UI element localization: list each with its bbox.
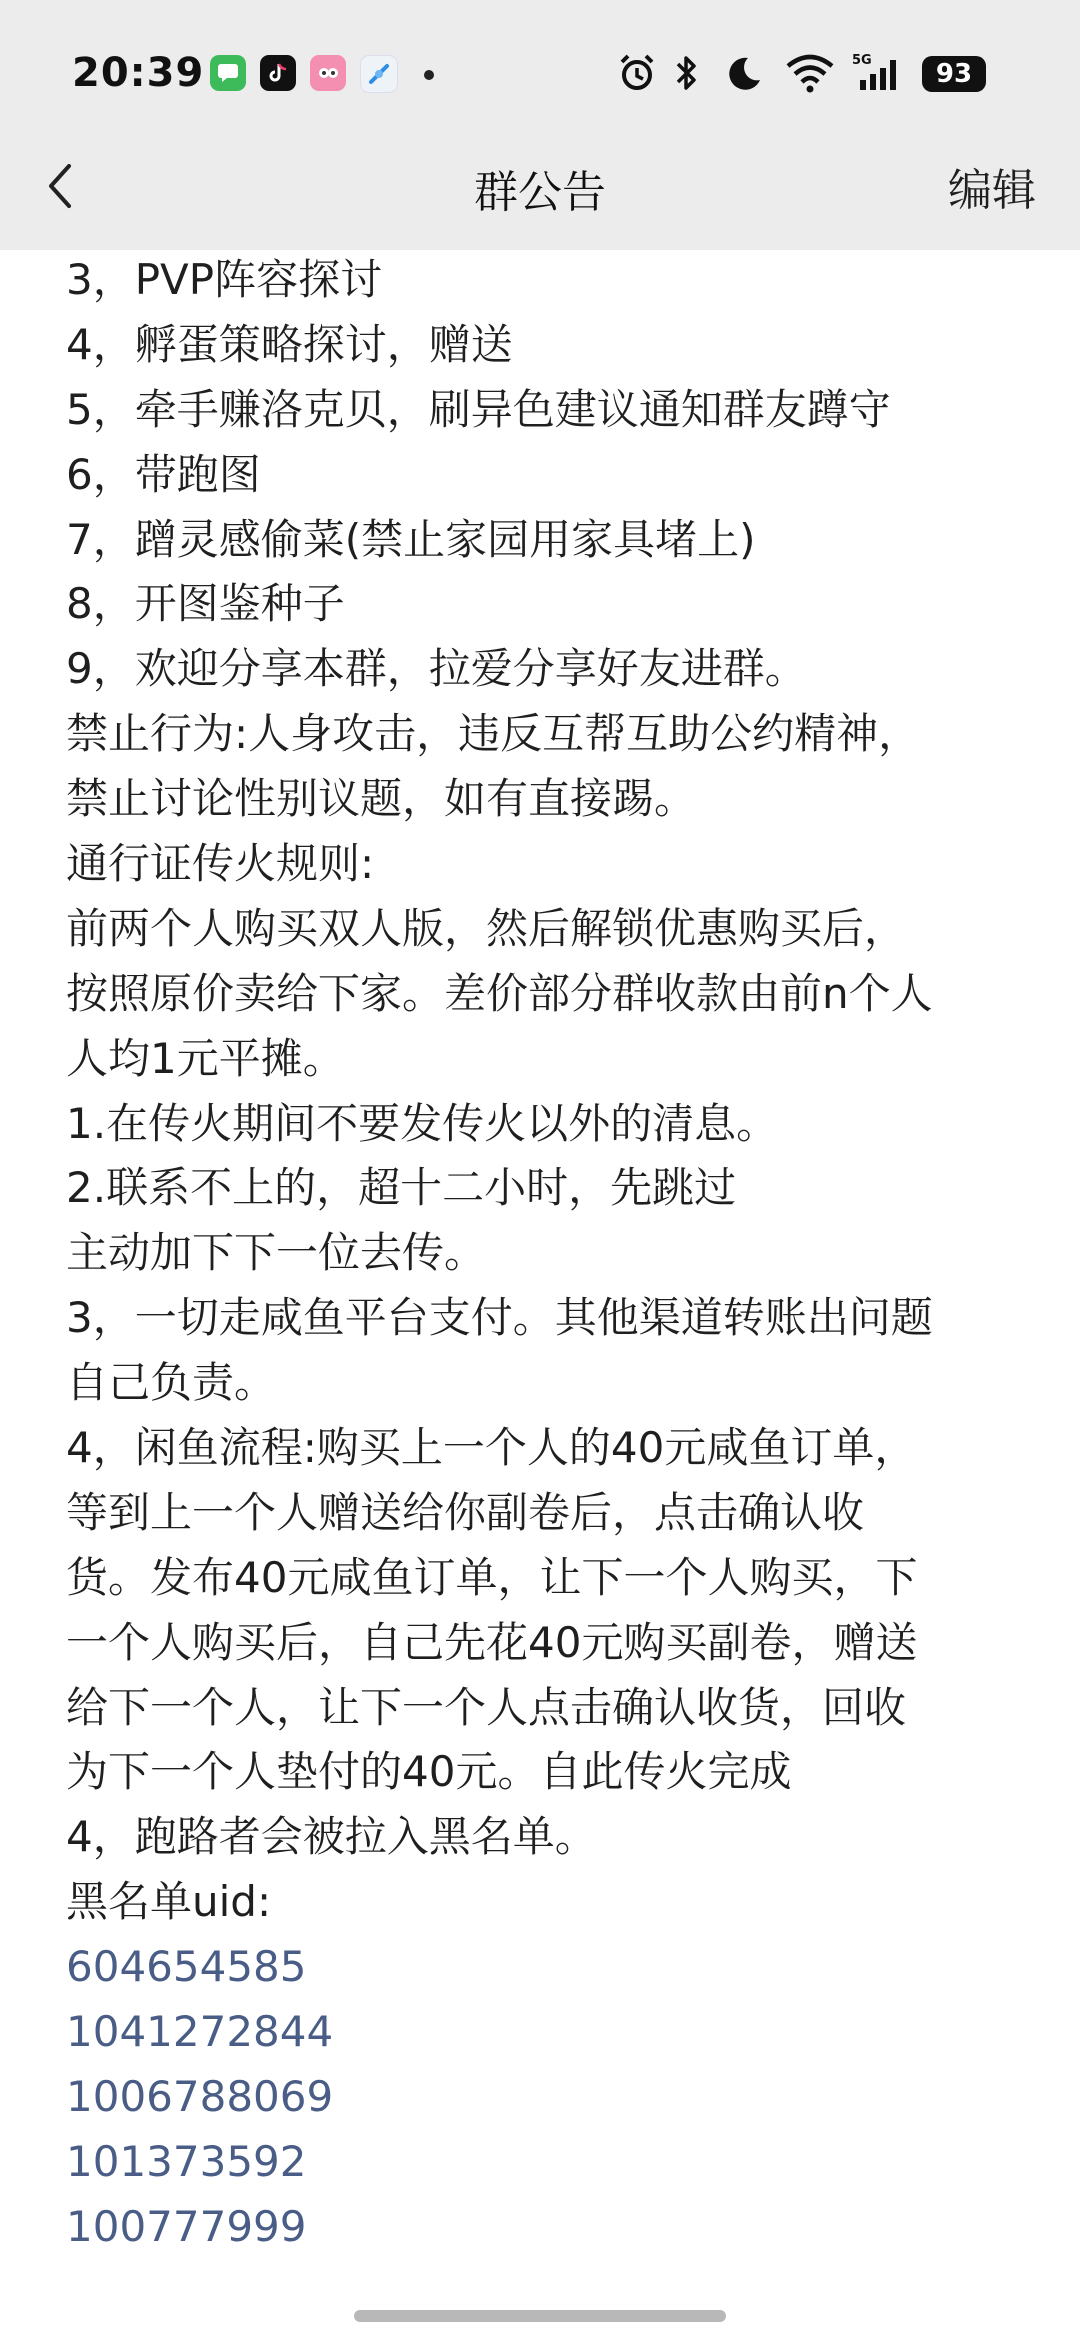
bluetooth-icon bbox=[672, 52, 702, 98]
notice-line: 8，开图鉴种子 bbox=[66, 579, 345, 629]
notice-line: 通行证传火规则: bbox=[66, 839, 375, 889]
home-indicator[interactable] bbox=[354, 2310, 726, 2322]
notice-line: 一个人购买后，自己先花40元购买副卷，赠送 bbox=[66, 1617, 918, 1667]
notice-line: 主动加下下一位去传。 bbox=[66, 1228, 487, 1278]
battery-indicator: 93 bbox=[922, 56, 986, 92]
notice-line: 9，欢迎分享本群，拉爱分享好友进群。 bbox=[66, 644, 807, 694]
blacklist-uid-link[interactable]: 100777999 bbox=[66, 2201, 307, 2251]
status-bar bbox=[0, 36, 1080, 116]
5g-signal-icon bbox=[852, 52, 908, 98]
more-notifications-dot bbox=[424, 70, 434, 80]
blacklist-uid-link[interactable]: 1041272844 bbox=[66, 2007, 334, 2057]
game-app-icon bbox=[310, 55, 346, 91]
blacklist-uid-link[interactable]: 101373592 bbox=[66, 2136, 307, 2186]
blacklist-uid-link[interactable]: 604654585 bbox=[66, 1942, 307, 1992]
notice-line: 7，蹭灵感偷菜(禁止家园用家具堵上) bbox=[66, 514, 756, 564]
notice-line: 4，跑路者会被拉入黑名单。 bbox=[66, 1812, 597, 1862]
notice-line: 1.在传火期间不要发传火以外的清息。 bbox=[66, 1098, 779, 1148]
blacklist-heading: 黑名单uid: bbox=[66, 1877, 272, 1927]
browser-app-icon bbox=[360, 55, 398, 93]
page-title: 群公告 bbox=[474, 167, 606, 218]
alarm-icon bbox=[616, 52, 658, 98]
svg-text:5G: 5G bbox=[852, 53, 872, 68]
notice-line: 前两个人购买双人版，然后解锁优惠购买后， bbox=[66, 903, 907, 953]
notice-line: 2.联系不上的，超十二小时，先跳过 bbox=[66, 1163, 737, 1213]
notice-line: 等到上一个人赠送给你副卷后，点击确认收 bbox=[66, 1487, 865, 1537]
nav-bar bbox=[0, 130, 1080, 240]
notice-line: 按照原价卖给下家。差价部分群收款由前n个人 bbox=[66, 968, 933, 1018]
notice-line: 5，牵手赚洛克贝，刷异色建议通知群友蹲守 bbox=[66, 384, 891, 434]
messages-app-icon bbox=[210, 55, 246, 91]
status-time: 20:39 bbox=[72, 50, 205, 96]
edit-button[interactable]: 编辑 bbox=[948, 165, 1036, 216]
notice-line: 6，带跑图 bbox=[66, 449, 261, 499]
notice-line: 货。发布40元咸鱼订单，让下一个人购买，下 bbox=[66, 1552, 918, 1602]
wifi-icon bbox=[784, 52, 836, 98]
notice-line: 3，PVP阵容探讨 bbox=[66, 255, 383, 304]
notice-line: 4，孵蛋策略探讨，赠送 bbox=[66, 319, 513, 369]
notice-line: 禁止行为:人身攻击，违反互帮互助公约精神， bbox=[66, 709, 921, 759]
notice-line: 4，闲鱼流程:购买上一个人的40元咸鱼订单， bbox=[66, 1423, 917, 1473]
notice-content bbox=[66, 248, 1026, 2260]
tiktok-app-icon bbox=[260, 55, 296, 91]
moon-icon bbox=[724, 52, 764, 98]
top-bar bbox=[0, 0, 1080, 250]
notice-line: 自己负责。 bbox=[66, 1358, 277, 1408]
notice-line: 给下一个人，让下一个人点击确认收货，回收 bbox=[66, 1682, 907, 1732]
notice-line: 禁止讨论性别议题，如有直接踢。 bbox=[66, 774, 697, 824]
blacklist-uid-link[interactable]: 1006788069 bbox=[66, 2071, 334, 2121]
notice-line: 3，一切走咸鱼平台支付。其他渠道转账出问题 bbox=[66, 1293, 933, 1343]
notice-line: 为下一个人垫付的40元。自此传火完成 bbox=[66, 1747, 792, 1797]
notice-line: 人均1元平摊。 bbox=[66, 1033, 345, 1083]
